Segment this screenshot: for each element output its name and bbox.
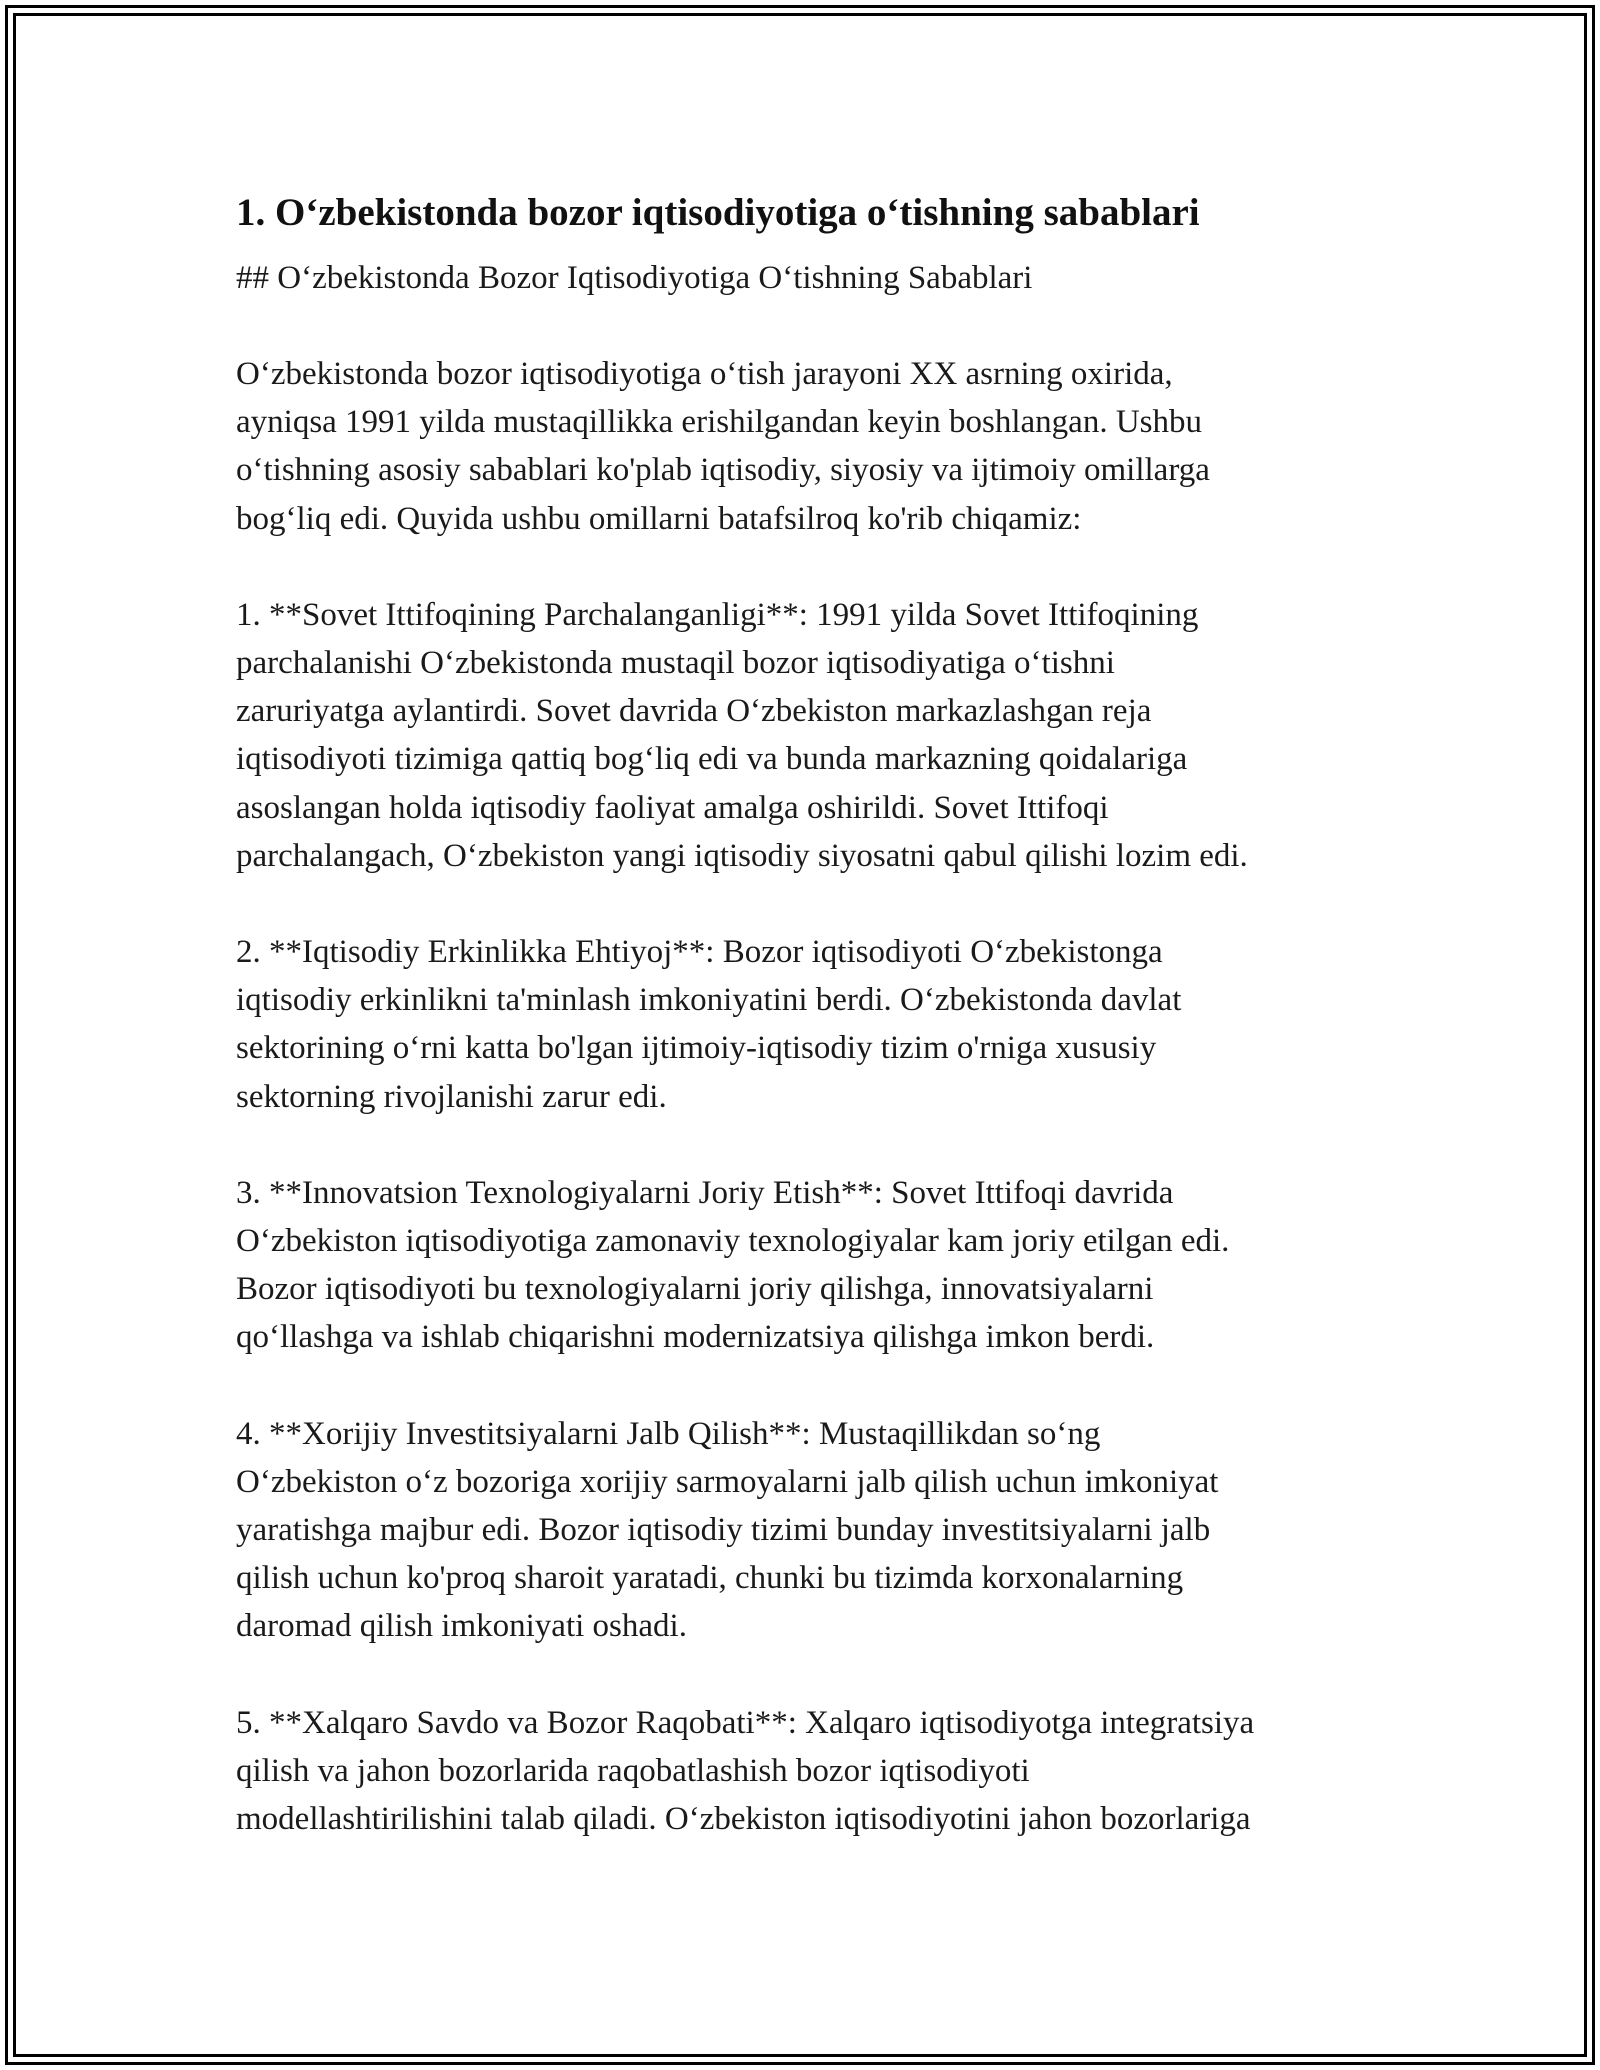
reason-5-paragraph xyxy=(236,1699,1396,1844)
reason-3-paragraph xyxy=(236,1169,1396,1362)
reason-1-paragraph xyxy=(236,591,1396,880)
paragraph-line: O‘zbekistonda bozor iqtisodiyotiga o‘tish jarayoni XX asrning oxirida, xyxy=(236,356,1173,392)
intro-paragraph xyxy=(236,350,1396,543)
paragraph-line: o‘tishning asosiy sabablari ko'plab iqtisodiy, siyosiy va ijtimoiy omillarga xyxy=(236,452,1210,489)
paragraph-line: qilish uchun ko'proq sharoit yaratadi, chunki bu tizimda korxonalarning xyxy=(236,1560,1184,1597)
reason-4-paragraph xyxy=(236,1410,1396,1651)
paragraph-line: O‘zbekiston iqtisodiyotiga zamonaviy texnologiyalar kam joriy etilgan edi. xyxy=(236,1223,1230,1260)
paragraph-line: modellashtirilishini talab qiladi. O‘zbekiston iqtisodiyotini jahon bozorlariga xyxy=(236,1801,1251,1838)
document-body xyxy=(236,188,1396,1891)
paragraph-line: ayniqsa 1991 yilda mustaqillikka erishilgandan keyin boshlangan. Ushbu xyxy=(236,404,1203,441)
paragraph-line: sektorining o‘rni katta bo'lgan ijtimoiy-iqtisodiy tizim o'rniga xususiy xyxy=(236,1030,1157,1067)
paragraph-line: zaruriyatga aylantirdi. Sovet davrida O‘zbekiston markazlashgan reja xyxy=(236,693,1152,730)
paragraph-line: 3. **Innovatsion Texnologiyalarni Joriy Etish**: Sovet Ittifoqi davrida xyxy=(236,1174,1174,1211)
paragraph-line: qilish va jahon bozorlarida raqobatlashish bozor iqtisodiyoti xyxy=(236,1752,1030,1789)
reason-2-paragraph xyxy=(236,928,1396,1121)
paragraph-line: 4. **Xorijiy Investitsiyalarni Jalb Qilish**: Mustaqillikdan so‘ng xyxy=(236,1415,1101,1452)
paragraph-line: parchalangach, O‘zbekiston yangi iqtisodiy siyosatni qabul qilishi lozim edi. xyxy=(236,837,1248,874)
paragraph-line: 2. **Iqtisodiy Erkinlikka Ehtiyoj**: Bozor iqtisodiyoti O‘zbekistonga xyxy=(236,934,1163,971)
paragraph-line: 1. **Sovet Ittifoqining Parchalanganligi**: 1991 yilda Sovet Ittifoqining xyxy=(236,596,1199,633)
paragraph-line: iqtisodiyoti tizimiga qattiq bog‘liq edi va bunda markazning qoidalariga xyxy=(236,741,1188,778)
document-title: 1. O‘zbekistonda bozor iqtisodiyotiga o‘tishning sabablari xyxy=(236,191,1200,234)
document-subheading: ## O‘zbekistonda Bozor Iqtisodiyotiga O‘tishning Sabablari xyxy=(236,260,1033,296)
paragraph-line: O‘zbekiston o‘z bozoriga xorijiy sarmoyalarni jalb qilish uchun imkoniyat xyxy=(236,1463,1219,1500)
paragraph-line: sektorning rivojlanishi zarur edi. xyxy=(236,1078,667,1115)
paragraph-line: yaratishga majbur edi. Bozor iqtisodiy tizimi bunday investitsiyalarni jalb xyxy=(236,1512,1211,1549)
paragraph-line: daromad qilish imkoniyati oshadi. xyxy=(236,1608,687,1645)
paragraph-line: iqtisodiy erkinlikni ta'minlash imkoniyatini berdi. O‘zbekistonda davlat xyxy=(236,982,1182,1019)
paragraph-line: parchalanishi O‘zbekistonda mustaqil bozor iqtisodiyatiga o‘tishni xyxy=(236,645,1115,682)
paragraph-line: Bozor iqtisodiyoti bu texnologiyalarni joriy qilishga, innovatsiyalarni xyxy=(236,1271,1154,1308)
paragraph-line: 5. **Xalqaro Savdo va Bozor Raqobati**: Xalqaro iqtisodiyotga integratsiya xyxy=(236,1704,1255,1741)
paragraph-line: asoslangan holda iqtisodiy faoliyat amalga oshirildi. Sovet Ittifoqi xyxy=(236,789,1109,826)
paragraph-line: qo‘llashga va ishlab chiqarishni modernizatsiya qilishga imkon berdi. xyxy=(236,1319,1155,1356)
paragraph-line: bog‘liq edi. Quyida ushbu omillarni batafsilroq ko'rib chiqamiz: xyxy=(236,500,1082,537)
